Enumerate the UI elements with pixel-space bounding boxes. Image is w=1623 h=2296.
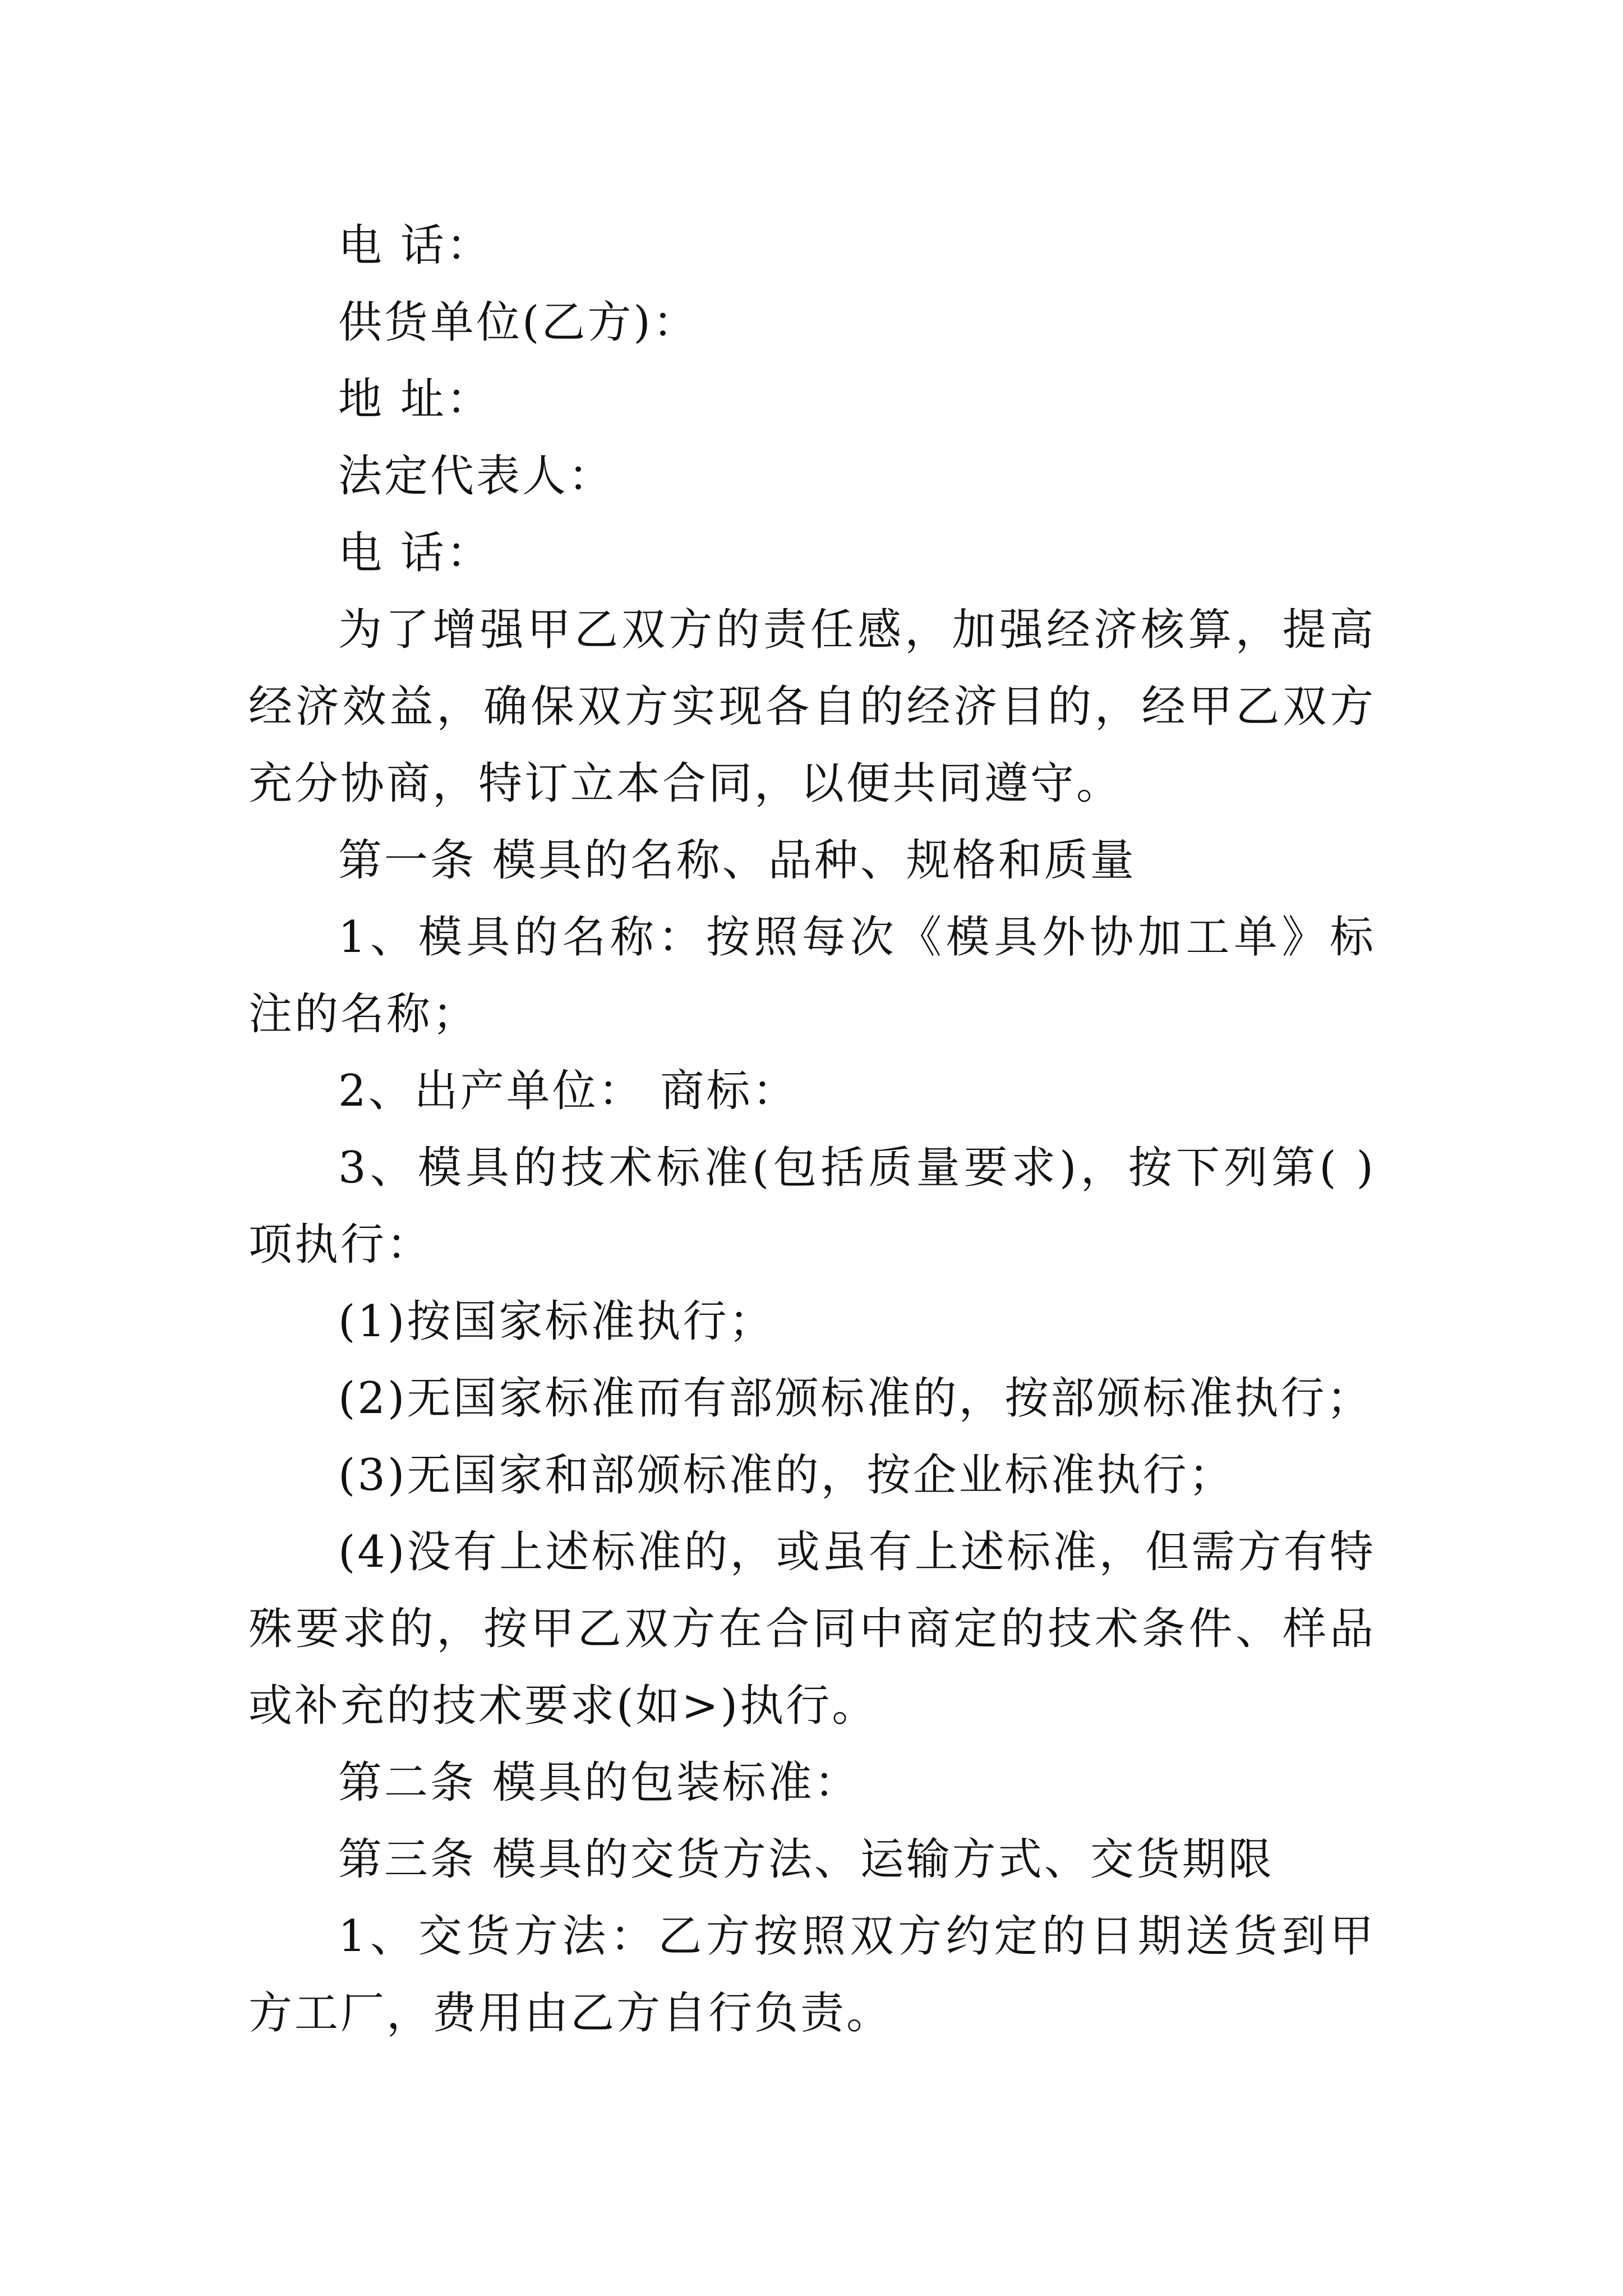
article-1-item-3: 3、模具的技术标准(包括质量要求)，按下列第( )项执行：	[248, 1143, 1376, 1270]
article-3-heading: 第三条 模具的交货方法、运输方式、交货期限	[338, 1834, 1274, 1885]
preamble-paragraph: 为了增强甲乙双方的责任感，加强经济核算，提高经济效益，确保双方实现各自的经济目的，经甲乙双方充分协商，特订立本合同，以便共同遵守。	[248, 605, 1376, 809]
standard-option-2: (2)无国家标准而有部颁标准的，按部颁标准执行；	[338, 1373, 1373, 1424]
standard-option-4: (4)没有上述标准的，或虽有上述标准，但需方有特殊要求的，按甲乙双方在合同中商定的技术条件、样品或补充的技术要求(如>)执行。	[248, 1527, 1376, 1731]
standard-option-3: (3)无国家和部颁标准的，按企业标准执行；	[338, 1450, 1235, 1501]
article-1-item-2: 2、出产单位： 商标：	[338, 1066, 799, 1116]
contract-body	[248, 208, 1376, 2052]
article-1-heading: 第一条 模具的名称、品种、规格和质量	[338, 835, 1136, 886]
article-2-heading: 第二条 模具的包装标准：	[338, 1757, 860, 1808]
article-3-item-1: 1、交货方法：乙方按照双方约定的日期送货到甲方工厂，费用由乙方自行负责。	[248, 1911, 1376, 2039]
supplier-line: 供货单位(乙方)：	[338, 297, 699, 348]
legal-representative-line: 法定代表人：	[338, 451, 615, 501]
standard-option-1: (1)按国家标准执行；	[338, 1296, 775, 1347]
phone-line: 电 话：	[338, 220, 492, 271]
phone-line-2: 电 话：	[338, 528, 492, 578]
address-line: 地 址：	[338, 374, 492, 425]
article-1-item-1: 1、模具的名称：按照每次《模具外协加工单》标注的名称；	[248, 912, 1376, 1039]
